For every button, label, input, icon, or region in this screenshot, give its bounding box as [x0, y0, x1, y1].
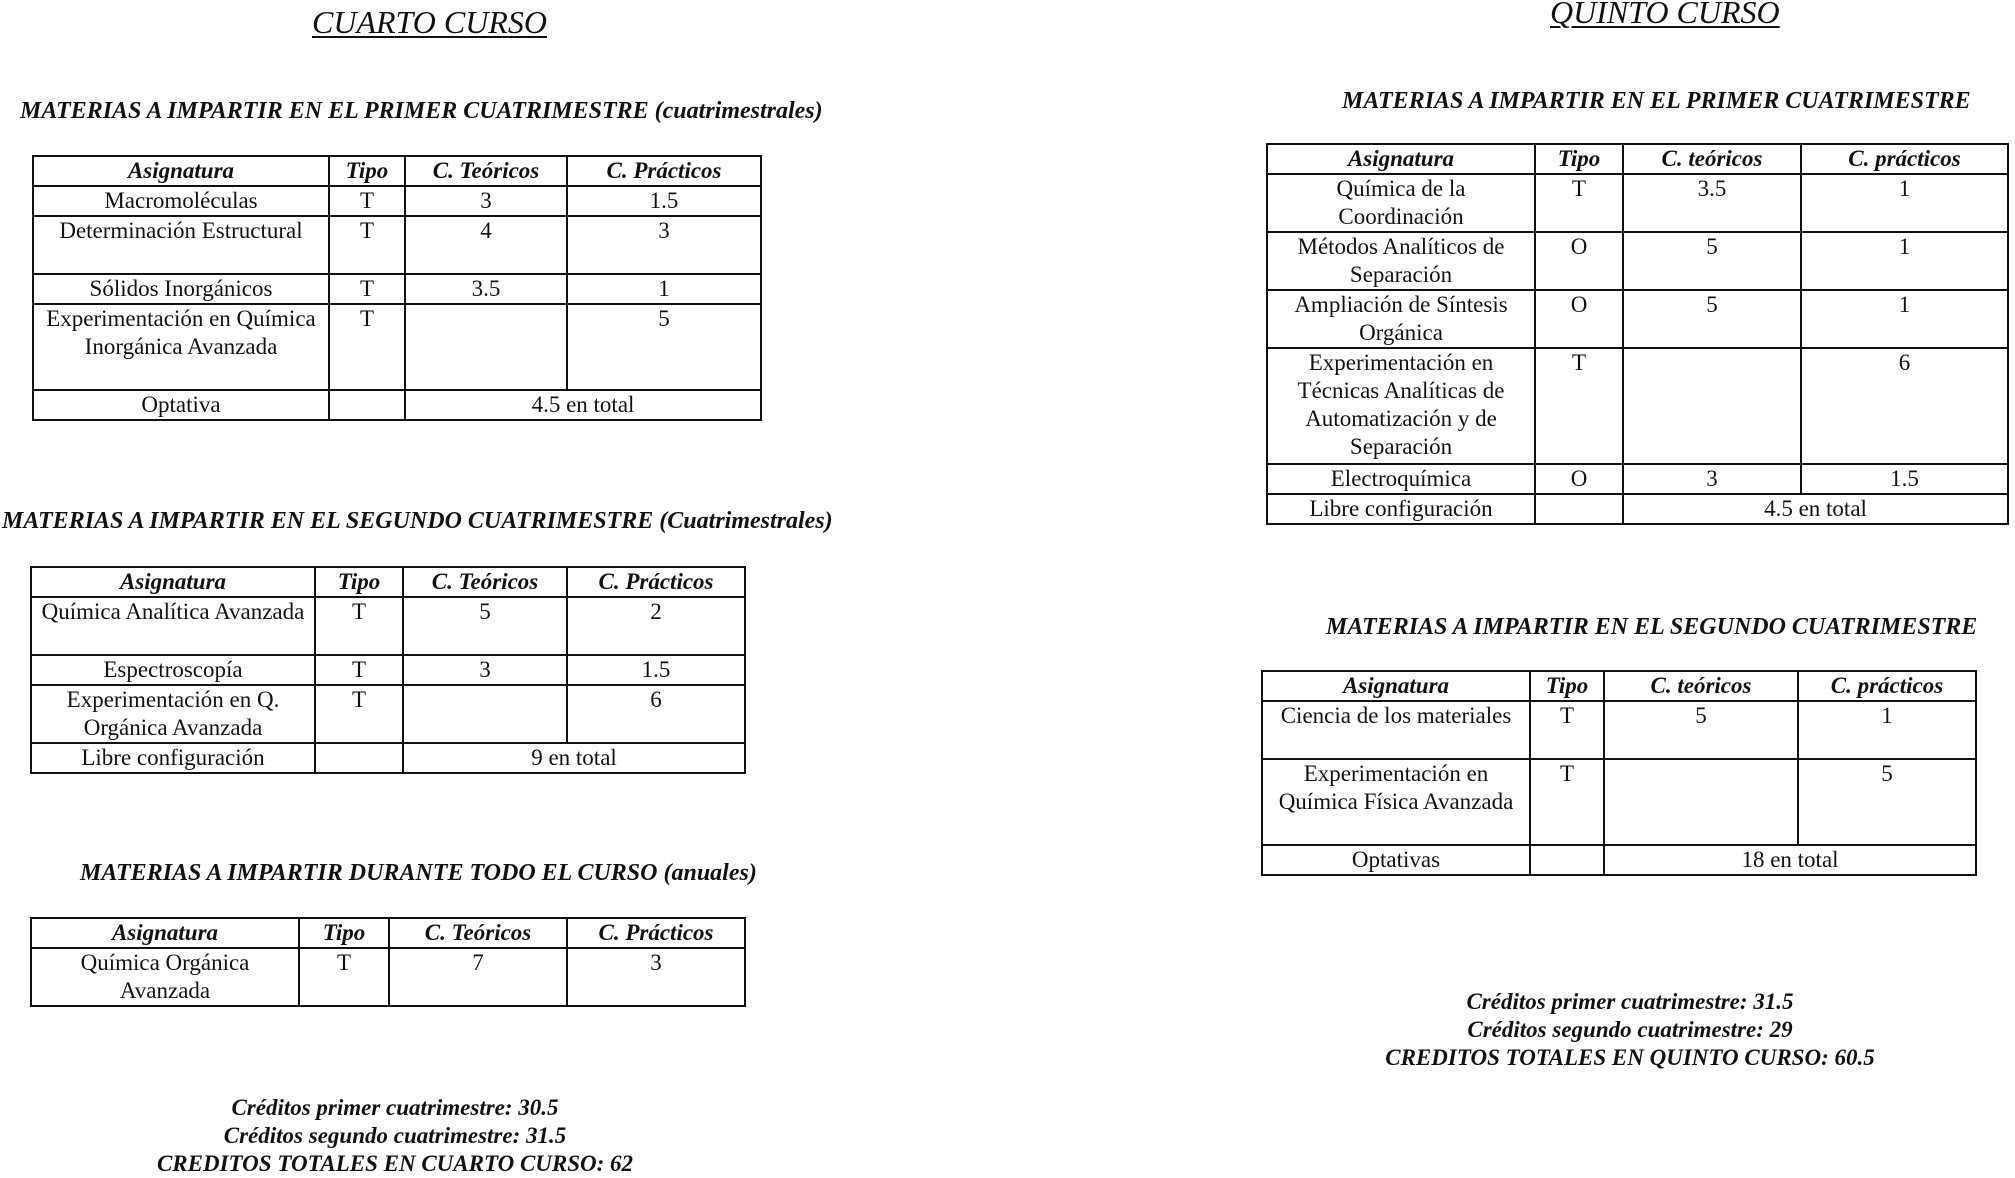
cell-tipo: T	[315, 597, 403, 655]
quinto-totals	[1250, 988, 2010, 1072]
cuarto-title: CUARTO CURSO	[312, 4, 547, 40]
cuarto-primer-heading: MATERIAS A IMPARTIR EN EL PRIMER CUATRIMESTRE (cuatrimestrales)	[20, 98, 823, 124]
header-practicos: C. prácticos	[1798, 671, 1976, 701]
table-row	[31, 685, 745, 743]
cell-tipo: O	[1535, 464, 1623, 494]
table-row	[33, 186, 761, 216]
cell-total: 9 en total	[403, 743, 745, 773]
cell-teoricos	[405, 304, 567, 390]
cuarto-creditos-primer: Créditos primer cuatrimestre: 30.5	[231, 1095, 559, 1120]
table-row	[33, 216, 761, 274]
table-footer-row	[1262, 845, 1976, 875]
cuarto-primer-table	[32, 155, 762, 421]
cuarto-creditos-segundo: Créditos segundo cuatrimestre: 31.5	[223, 1123, 567, 1148]
cell-teoricos: 3	[1623, 464, 1801, 494]
table-header-row	[1262, 671, 1976, 701]
cell-tipo: T	[329, 274, 405, 304]
quinto-creditos-segundo: Créditos segundo cuatrimestre: 29	[1467, 1017, 1793, 1042]
cell-practicos: 1	[1798, 701, 1976, 759]
cell-asignatura: Macromoléculas	[33, 186, 329, 216]
table-header-row	[31, 567, 745, 597]
cell-asignatura: Determinación Estructural	[33, 216, 329, 274]
header-asignatura: Asignatura	[31, 567, 315, 597]
cell-tipo: T	[315, 655, 403, 685]
cell-asignatura: Química Orgánica Avanzada	[31, 948, 299, 1006]
cell-practicos: 1	[1801, 174, 2008, 232]
table-row	[1267, 174, 2008, 232]
cell-tipo: T	[329, 304, 405, 390]
cell-asignatura: Electroquímica	[1267, 464, 1535, 494]
quinto-title: QUINTO CURSO	[1550, 0, 1780, 30]
cell-tipo: T	[299, 948, 389, 1006]
header-asignatura: Asignatura	[31, 918, 299, 948]
cell-teoricos: 5	[1604, 701, 1798, 759]
header-asignatura: Asignatura	[1267, 144, 1535, 174]
cell-tipo: T	[1530, 701, 1604, 759]
cell-asignatura: Química Analítica Avanzada	[31, 597, 315, 655]
cell-teoricos: 3.5	[1623, 174, 1801, 232]
header-tipo: Tipo	[299, 918, 389, 948]
cuarto-creditos-total: CREDITOS TOTALES EN CUARTO CURSO: 62	[156, 1151, 634, 1176]
cell-asignatura: Espectroscopía	[31, 655, 315, 685]
cell-asignatura: Química de la Coordinación	[1267, 174, 1535, 232]
cell-practicos: 1	[1801, 232, 2008, 290]
cell-practicos: 1	[1801, 290, 2008, 348]
cell-teoricos	[403, 685, 567, 743]
cell-practicos: 5	[1798, 759, 1976, 845]
table-row	[33, 304, 761, 390]
cell-practicos: 6	[567, 685, 745, 743]
cell-tipo: O	[1535, 290, 1623, 348]
cuarto-totals	[30, 1094, 760, 1178]
table-header-row	[33, 156, 761, 186]
cell-tipo: T	[329, 216, 405, 274]
table-row	[1267, 232, 2008, 290]
cell-tipo: T	[315, 685, 403, 743]
cell-asignatura: Experimentación en Química Inorgánica Avanzada	[33, 304, 329, 390]
header-teoricos: C. teóricos	[1623, 144, 1801, 174]
cell-teoricos: 7	[389, 948, 567, 1006]
table-row	[31, 948, 745, 1006]
header-teoricos: C. Teóricos	[403, 567, 567, 597]
cell-asignatura: Ciencia de los materiales	[1262, 701, 1530, 759]
cell-asignatura: Experimentación en Q. Orgánica Avanzada	[31, 685, 315, 743]
cuarto-anual-table	[30, 917, 746, 1007]
table-row	[33, 274, 761, 304]
header-practicos: C. Prácticos	[567, 156, 761, 186]
table-footer-row	[31, 743, 745, 773]
header-teoricos: C. Teóricos	[405, 156, 567, 186]
header-practicos: C. Prácticos	[567, 567, 745, 597]
header-tipo: Tipo	[329, 156, 405, 186]
cell-tipo: O	[1535, 232, 1623, 290]
table-row	[1267, 290, 2008, 348]
table-footer-row	[1267, 494, 2008, 524]
table-row	[1267, 464, 2008, 494]
cell-teoricos: 3	[403, 655, 567, 685]
cell-empty	[315, 743, 403, 773]
cell-teoricos: 3.5	[405, 274, 567, 304]
cell-asignatura: Métodos Analíticos de Separación	[1267, 232, 1535, 290]
header-asignatura: Asignatura	[1262, 671, 1530, 701]
quinto-segundo-heading: MATERIAS A IMPARTIR EN EL SEGUNDO CUATRIMESTRE	[1326, 614, 1978, 640]
cell-practicos: 3	[567, 948, 745, 1006]
cell-tipo: T	[1535, 348, 1623, 464]
cell-asignatura: Sólidos Inorgánicos	[33, 274, 329, 304]
table-row	[1267, 348, 2008, 464]
table-row	[1262, 759, 1976, 845]
cell-practicos: 1	[567, 274, 761, 304]
cell-tipo: T	[329, 186, 405, 216]
header-tipo: Tipo	[1535, 144, 1623, 174]
cell-optativa: Optativa	[33, 390, 329, 420]
cell-optativas: Optativas	[1262, 845, 1530, 875]
header-tipo: Tipo	[1530, 671, 1604, 701]
quinto-segundo-table	[1261, 670, 1977, 876]
cuarto-anual-heading: MATERIAS A IMPARTIR DURANTE TODO EL CURSO (anuales)	[80, 860, 757, 886]
table-row	[31, 597, 745, 655]
header-teoricos: C. Teóricos	[389, 918, 567, 948]
cell-total: 18 en total	[1604, 845, 1976, 875]
cuarto-segundo-table	[30, 566, 746, 774]
quinto-primer-heading: MATERIAS A IMPARTIR EN EL PRIMER CUATRIMESTRE	[1342, 88, 1971, 114]
cell-teoricos: 5	[403, 597, 567, 655]
cell-teoricos	[1604, 759, 1798, 845]
cell-libre: Libre configuración	[31, 743, 315, 773]
cell-practicos: 1.5	[1801, 464, 2008, 494]
header-practicos: C. Prácticos	[567, 918, 745, 948]
table-row	[31, 655, 745, 685]
quinto-creditos-total: CREDITOS TOTALES EN QUINTO CURSO: 60.5	[1385, 1045, 1875, 1070]
cuarto-segundo-heading: MATERIAS A IMPARTIR EN EL SEGUNDO CUATRIMESTRE (Cuatrimestrales)	[2, 508, 833, 534]
cell-asignatura: Ampliación de Síntesis Orgánica	[1267, 290, 1535, 348]
cell-empty	[329, 390, 405, 420]
quinto-primer-table	[1266, 143, 2009, 525]
header-teoricos: C. teóricos	[1604, 671, 1798, 701]
cell-teoricos: 3	[405, 186, 567, 216]
cell-teoricos: 5	[1623, 232, 1801, 290]
cell-total: 4.5 en total	[1623, 494, 2008, 524]
cell-practicos: 1.5	[567, 655, 745, 685]
cell-empty	[1530, 845, 1604, 875]
quinto-creditos-primer: Créditos primer cuatrimestre: 31.5	[1466, 989, 1794, 1014]
cell-practicos: 2	[567, 597, 745, 655]
cell-practicos: 6	[1801, 348, 2008, 464]
cell-tipo: T	[1535, 174, 1623, 232]
header-tipo: Tipo	[315, 567, 403, 597]
cell-libre: Libre configuración	[1267, 494, 1535, 524]
header-asignatura: Asignatura	[33, 156, 329, 186]
cell-empty	[1535, 494, 1623, 524]
table-header-row	[1267, 144, 2008, 174]
table-footer-row	[33, 390, 761, 420]
cell-practicos: 5	[567, 304, 761, 390]
cell-asignatura: Experimentación en Técnicas Analíticas de Automatización y de Separación	[1267, 348, 1535, 464]
cell-practicos: 1.5	[567, 186, 761, 216]
header-practicos: C. prácticos	[1801, 144, 2008, 174]
cell-teoricos: 4	[405, 216, 567, 274]
cell-asignatura: Experimentación en Química Física Avanzada	[1262, 759, 1530, 845]
cell-teoricos	[1623, 348, 1801, 464]
table-row	[1262, 701, 1976, 759]
cell-practicos: 3	[567, 216, 761, 274]
table-header-row	[31, 918, 745, 948]
cell-tipo: T	[1530, 759, 1604, 845]
cell-teoricos: 5	[1623, 290, 1801, 348]
cell-total: 4.5 en total	[405, 390, 761, 420]
